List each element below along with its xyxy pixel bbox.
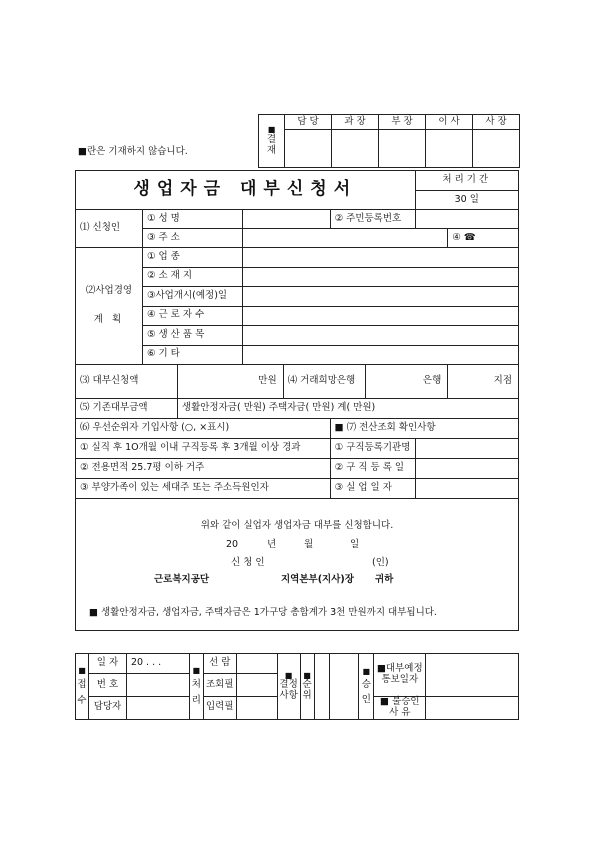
- processing-table: [75, 653, 519, 720]
- business-field-5[interactable]: [242, 326, 518, 346]
- priority-item-1[interactable]: ① 실직 후 1O개월 이내 구직등록 후 3개월 이상 경과: [76, 439, 331, 459]
- business-field-6[interactable]: [242, 345, 518, 365]
- input-field[interactable]: [236, 697, 277, 720]
- bank-field[interactable]: 은행: [365, 365, 448, 399]
- approval-col-2: 과 장: [332, 115, 379, 130]
- decision-label: ■ 결정 사항: [277, 654, 300, 720]
- rank-field[interactable]: [314, 654, 330, 720]
- business-item-5: ⑤ 생 산 품 목: [142, 326, 242, 346]
- name-label: ① 성 명: [142, 210, 242, 229]
- form-title: 생업자금 대부신청서: [76, 171, 416, 210]
- approval-label: ■ 결 재: [259, 115, 285, 168]
- check-item-3: ③ 실 업 일 자: [330, 479, 415, 499]
- business-field-2[interactable]: [242, 267, 518, 287]
- approval-col-3: 부 장: [379, 115, 426, 130]
- rrn-field[interactable]: [415, 210, 518, 229]
- approval-sign-4[interactable]: [426, 130, 473, 168]
- address-label: ③ 주 소: [142, 229, 242, 248]
- notify-date-label: ■대부예정 통보일자: [374, 654, 426, 697]
- priority-item-3[interactable]: ③ 부양가족이 있는 세대주 또는 주소득원인자: [76, 479, 331, 499]
- business-item-6: ⑥ 기 타: [142, 345, 242, 365]
- loan-limit-notice: ■ 생활안정자금, 생업자금, 주택자금은 1가구당 총합계가 3천 만원까지 대부됩니다.: [89, 607, 437, 618]
- receipt-label: ■ 접 수: [76, 654, 89, 720]
- period-label: 처리기간: [415, 171, 518, 191]
- priority-label: ⑹ 우선순위자 기입사항 (○, ×표시): [76, 419, 331, 439]
- org-name: 근로복지공단: [154, 574, 210, 585]
- business-item-3: ③사업개시(예정)일: [142, 287, 242, 307]
- existing-loan-detail[interactable]: 생활안정자금( 만원) 주택자금( 만원) 계( 만원): [177, 399, 518, 419]
- receipt-date-label: 일 자: [88, 654, 126, 674]
- date-year[interactable]: 20: [226, 539, 239, 550]
- query-label: 조회필: [203, 674, 236, 697]
- business-field-4[interactable]: [242, 306, 518, 326]
- declaration-box: [76, 499, 519, 631]
- declaration-text: 위와 같이 실업자 생업자금 대부를 신청합니다.: [200, 520, 394, 531]
- business-item-4: ④ 근 로 자 수: [142, 306, 242, 326]
- approval-sign-1[interactable]: [285, 130, 332, 168]
- address-field[interactable]: [242, 229, 447, 248]
- business-field-1[interactable]: [242, 248, 518, 268]
- reject-reason-label: ■ 불승인 사 유: [374, 697, 426, 720]
- receipt-number-label: 번 호: [88, 674, 126, 697]
- rrn-label: ② 주민등록번호: [330, 210, 415, 229]
- approval-col-1: 담 당: [285, 115, 332, 130]
- business-item-2: ② 소 재 지: [142, 267, 242, 287]
- honorific: 귀하: [375, 574, 394, 585]
- loan-amount-field[interactable]: 만원: [177, 365, 283, 399]
- name-field[interactable]: [242, 210, 330, 229]
- priority-item-2[interactable]: ② 전용면적 25.7평 이하 거주: [76, 459, 331, 479]
- period-value: 30 일: [415, 191, 518, 210]
- approval-sign-5[interactable]: [473, 130, 520, 168]
- date-month-unit: 월: [304, 539, 314, 550]
- date-day-unit: 일: [350, 539, 360, 550]
- business-item-1: ① 업 종: [142, 248, 242, 268]
- main-form: [75, 170, 519, 631]
- rank-label: ■ 순 위: [300, 654, 314, 720]
- business-section: ⑵사업경영 계 획: [76, 248, 143, 365]
- approval-col-4: 이 사: [426, 115, 473, 130]
- receipt-date-field[interactable]: 20 . . .: [126, 654, 189, 674]
- check-item-1: ① 구직등록기관명: [330, 439, 415, 459]
- applicant-section: ⑴ 신청인: [76, 210, 143, 248]
- receipt-number-field[interactable]: [126, 674, 189, 697]
- computer-check-label: ■ ⑺ 전산조회 확인사항: [330, 419, 518, 439]
- processing-label: ■ 처 리: [189, 654, 203, 720]
- applicant-label: 신 청 인: [231, 557, 265, 568]
- seal-label[interactable]: (인): [372, 557, 389, 568]
- approval-box: [258, 114, 520, 168]
- query-field[interactable]: [236, 674, 277, 697]
- receipt-manager-field[interactable]: [126, 697, 189, 720]
- check-field-2[interactable]: [415, 459, 518, 479]
- approval-sign-3[interactable]: [379, 130, 426, 168]
- branch-field[interactable]: 지점: [448, 365, 519, 399]
- existing-loan-label: ⑸ 기존대부금액: [76, 399, 178, 419]
- office-name: 지역본부(지사)장: [281, 574, 354, 585]
- check-item-2: ② 구 직 등 록 일: [330, 459, 415, 479]
- input-label: 입력필: [203, 697, 236, 720]
- bank-label: ⑷ 거래희망은행: [283, 365, 365, 399]
- phone-label: ④ ☎: [448, 229, 519, 248]
- loan-amount-label: ⑶ 대부신청액: [76, 365, 178, 399]
- review-label: 선 람: [203, 654, 236, 674]
- approval-col-5: 사 장: [473, 115, 520, 130]
- decision-field[interactable]: [330, 654, 359, 720]
- approval-decision-label: ■ 승 인: [359, 654, 374, 720]
- top-note: ■란은 기재하지 않습니다.: [78, 146, 188, 157]
- check-field-1[interactable]: [415, 439, 518, 459]
- business-field-3[interactable]: [242, 287, 518, 307]
- review-field[interactable]: [236, 654, 277, 674]
- receipt-manager-label: 담당자: [88, 697, 126, 720]
- date-year-unit: 년: [267, 539, 277, 550]
- notify-date-field[interactable]: [426, 654, 519, 697]
- reject-reason-field[interactable]: [426, 697, 519, 720]
- check-field-3[interactable]: [415, 479, 518, 499]
- approval-sign-2[interactable]: [332, 130, 379, 168]
